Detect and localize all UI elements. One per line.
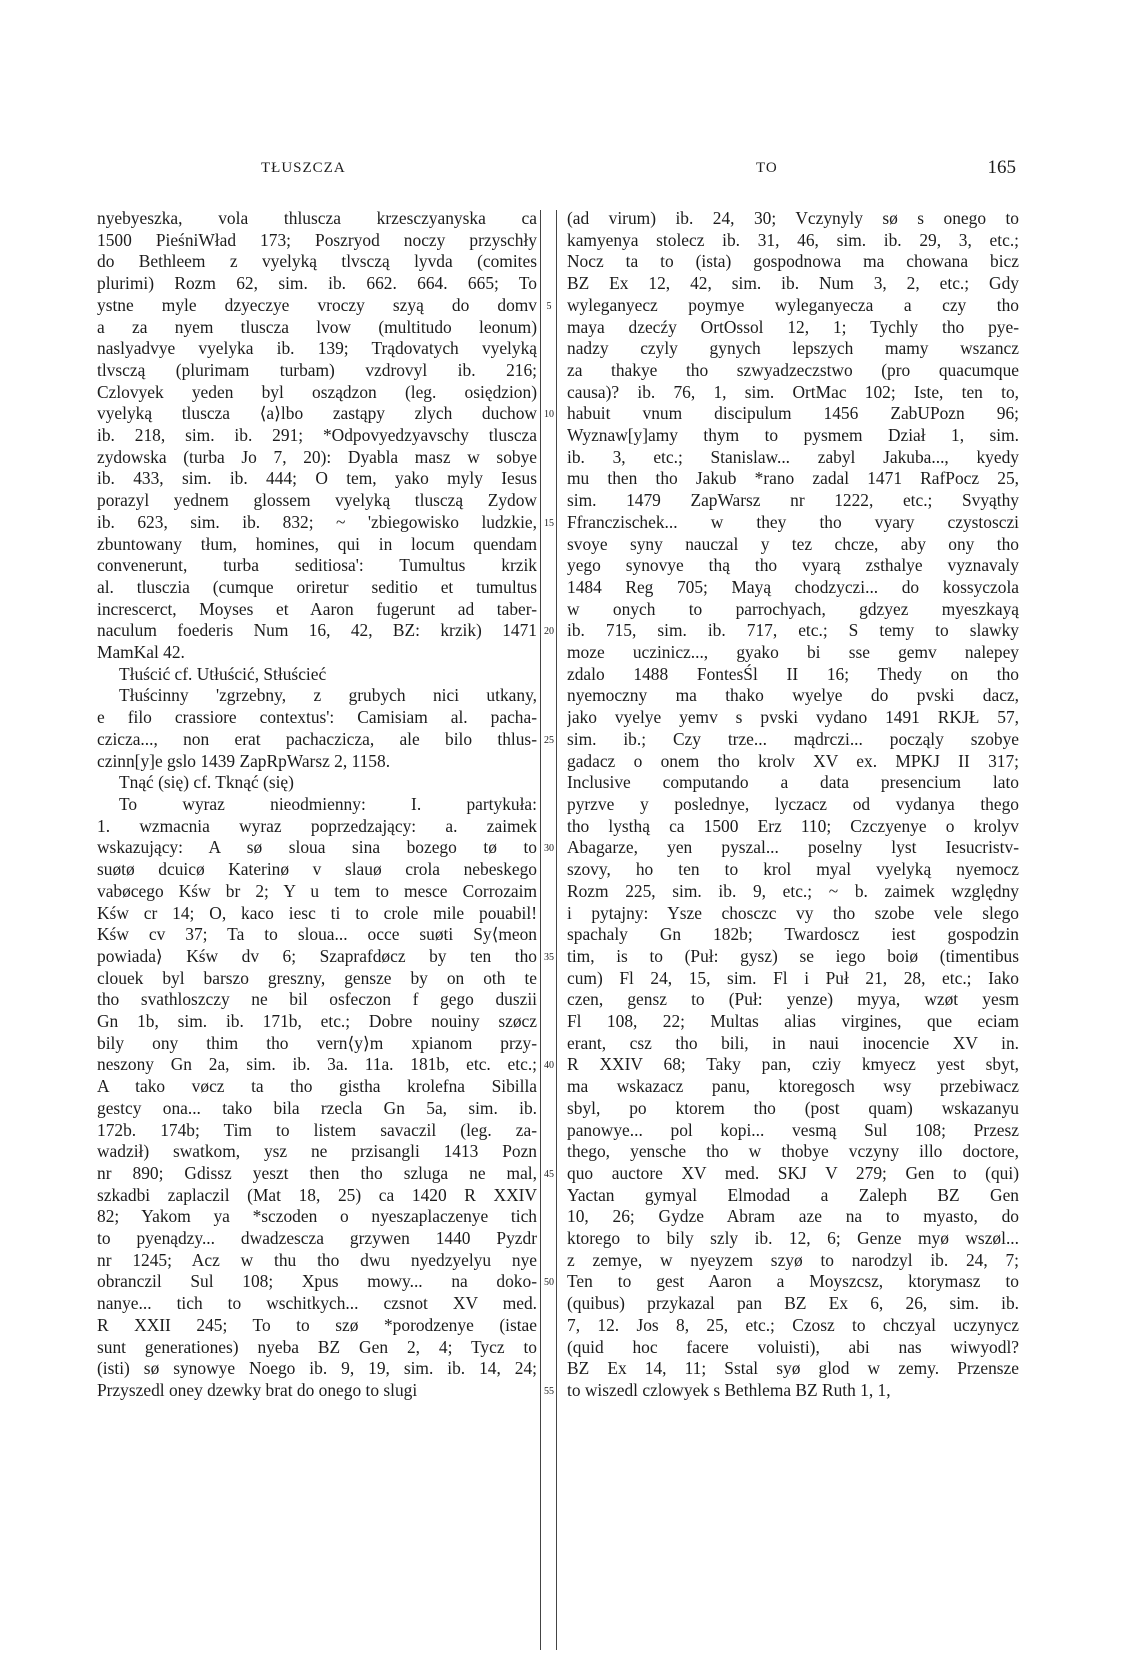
text-line: Nocz ta to (ista) gospodnowa ma chowana bicz: [567, 251, 1019, 272]
text-line: nanye... tich to wschitkych... czsnot XV med.: [97, 1293, 537, 1314]
text-line: nyemoczny ma thako wyelye do pvski dacz,: [567, 685, 1019, 706]
text-line: svoye syny nauczal y tez chcze, aby ony tho: [567, 533, 1019, 554]
text-line: e filo crassiore contextus': Camisiam al. pacha-: [97, 707, 537, 728]
text-line: ib. 715, sim. ib. 717, etc.; S temy to slawky: [567, 620, 1019, 641]
text-line: spachaly Gn 182b; Twardoscz iest gospodzin: [567, 924, 1019, 945]
text-line: ib. 433, sim. ib. 444; O tem, yako myly Iesus: [97, 468, 537, 489]
line-number: 55: [544, 1385, 554, 1397]
text-line: Wyznaw[y]amy thym to pysmem Dział 1, sim.: [567, 425, 1019, 446]
text-line: neszony Gn 2a, sim. ib. 3a. 11a. 181b, etc. etc.;: [97, 1054, 537, 1075]
left-column: [97, 208, 537, 1402]
text-line: nadzy czyly gynych lepszych mamy wszancz: [567, 338, 1019, 359]
page-number: 165: [987, 157, 1016, 178]
text-line: (quibus) przykazal pan BZ Ex 6, 26, sim. ib.: [567, 1293, 1019, 1314]
running-header: [96, 157, 1016, 184]
text-line: nr 1245; Acz w thu tho dwu nyedzyelyu nye: [97, 1249, 537, 1270]
text-line: sbyl, po ktorem tho (post quam) wskazanyu: [567, 1097, 1019, 1118]
text-line: zdalo 1488 FontesŚl II 16; Thedy on tho: [567, 663, 1019, 684]
text-line: (ad virum) ib. 24, 30; Vczynyly sø s onego to: [567, 208, 1019, 228]
text-line: mu then tho Jakub *rano zadal 1471 RafPocz 25,: [567, 468, 1019, 489]
line-number: 40: [544, 1060, 554, 1072]
text-line: nyebyeszka, vola thluscza krzesczyanyska ca: [97, 208, 537, 228]
text-line: szkadbi zaplaczil (Mat 18, 25) ca 1420 R XXIV: [97, 1184, 537, 1205]
text-line: czicza..., non erat pachaczicza, ale bilo thlus-: [97, 728, 537, 749]
text-line: a za nyem tluscza lvow (multitudo leonum): [97, 316, 537, 337]
text-line: maya dzecźy OrtOssol 12, 1; Tychly tho pye-: [567, 316, 1019, 337]
text-line: Abagarze, yen pyszal... poselny lyst Iesucristv-: [567, 837, 1019, 858]
text-line: (isti) sø synowye Noego ib. 9, 19, sim. ib. 14, 24;: [97, 1358, 537, 1379]
text-line: tlvsczą (plurimam turbam) vzdrovyl ib. 216;: [97, 359, 537, 380]
text-line: za thakye tho szwyadzeczstwo (pro quacumque: [567, 359, 1019, 380]
text-line: Ffranczischek... w they tho vyary czystosczi: [567, 511, 1019, 532]
line-number: 25: [544, 734, 554, 746]
text-line: 172b. 174b; Tim to listem savaczil (leg. za-: [97, 1119, 537, 1140]
text-line: To wyraz nieodmienny: I. partykuła:: [119, 793, 537, 814]
text-line: yego synovye thą tho vyarą zsthalye vyznavaly: [567, 555, 1019, 576]
text-line: Rozm 225, sim. ib. 9, etc.; ~ b. zaimek względny: [567, 880, 1019, 901]
text-line: kamyenya stolecz ib. 31, 46, sim. ib. 29, 3, etc.;: [567, 229, 1019, 250]
text-line: BZ Ex 14, 11; Sstal syø glod w zemy. Przensze: [567, 1358, 1019, 1379]
text-line: Czlovyek yeden byl osządzon (leg. osiędzion): [97, 381, 537, 402]
text-line: (quid hoc facere voluisti), abi nas wiwyodl?: [567, 1336, 1019, 1357]
text-line: wskazujący: A sø sloua sina bozego tø to: [97, 837, 537, 858]
text-line: w onych to parrochyach, gdzyez myeszkayą: [567, 598, 1019, 619]
text-line: Gn 1b, sim. ib. 171b, etc.; Dobre nouiny szøcz: [97, 1011, 537, 1032]
line-number: 10: [544, 409, 554, 421]
text-line: MamKal 42.: [97, 642, 185, 663]
column-rule-left: [540, 210, 541, 1650]
text-line: ystne myle dzyeczye vroczy szyą do domv: [97, 294, 537, 315]
text-line: al. tlusczia (cumque oriretur seditio et tumultus: [97, 576, 537, 597]
text-line: R XXIV 68; Taky pan, cziy kmyecz yest sbyt,: [567, 1054, 1019, 1075]
text-line: 7, 12. Jos 8, 25, etc.; Czosz to chczyal uczynycz: [567, 1314, 1019, 1335]
header-left-headword: TŁUSZCZA: [261, 160, 346, 176]
text-line: szovy, ho ten to krol myal vyelyką nyemocz: [567, 859, 1019, 880]
right-column: [567, 208, 1019, 1402]
text-line: habuit vnum discipulum 1456 ZabUPozn 96;: [567, 403, 1019, 424]
line-number: 30: [544, 843, 554, 855]
text-line: 1500 PieśniWład 173; Poszryod noczy przyschły: [97, 229, 537, 250]
text-line: zydowska (turba Jo 7, 20): Dyabla masz w sobye: [97, 446, 537, 467]
text-line: Przyszedl oney dzewky brat do onego to slugi: [97, 1379, 418, 1400]
text-line: gestcy ona... tako bila rzecla Gn 5a, sim. ib.: [97, 1097, 537, 1118]
text-line: moze uczinicz..., gyako bi sse gemv nalepey: [567, 642, 1019, 663]
text-line: 10, 26; Gydze Abram aze na to myasto, do: [567, 1206, 1019, 1227]
text-line: obranczil Sul 108; Xpus mowy... na doko-: [97, 1271, 537, 1292]
text-line: naslyadvye vyelyka ib. 139; Trądovatych vyelyką: [97, 338, 537, 359]
text-line: zbuntowany tłum, homines, qui in locum quendam: [97, 533, 537, 554]
text-line: jako vyelye yemv s pvski vydano 1491 RKJŁ 57,: [567, 707, 1019, 728]
text-line: sunt generationes) nyeba BZ Gen 2, 4; Tycz to: [97, 1336, 537, 1357]
text-line: clouek byl barszo greszny, gensze by on oth te: [97, 967, 537, 988]
text-line: sim. ib.; Czy trze... mądrczi... począly szobye: [567, 728, 1019, 749]
text-line: convenerunt, turba seditiosa': Tumultus krzik: [97, 555, 537, 576]
text-line: to pyenądzy... dwadzescza grzywen 1440 Pyzdr: [97, 1228, 537, 1249]
text-line: Kśw cr 14; O, kaco iesc ti to crole mile pouabil!: [97, 902, 537, 923]
text-line: powiada⟩ Kśw dv 6; Szaprafdøcz by ten tho: [97, 945, 537, 966]
text-line: do Bethleem z vyelyką tlvsczą lyvda (comites: [97, 251, 537, 272]
text-line: 1484 Reg 705; Mayą chodzyczi... do kossyczola: [567, 576, 1019, 597]
line-number: 15: [544, 517, 554, 529]
text-line: czinn[y]e gslo 1439 ZapRpWarsz 2, 1158.: [97, 750, 391, 771]
text-line: gadacz o onem tho krolv XV ex. MPKJ II 317;: [567, 750, 1019, 771]
text-line: thego, yensche tho w thobye vczyny illo doctore,: [567, 1141, 1019, 1162]
text-line: plurimi) Rozm 62, sim. ib. 662. 664. 665; To: [97, 273, 537, 294]
text-line: Inclusive computando a data presencium lato: [567, 772, 1019, 793]
text-line: pyrzve y poslednye, lyczacz od vydanya thego: [567, 793, 1019, 814]
text-line: suøtø dcuicø Katerinø v slauø crola nebeskego: [97, 859, 537, 880]
text-line: increscerct, Moyses et Aaron fugerunt ad taber-: [97, 598, 537, 619]
text-line: vyelyką tluscza ⟨a⟩lbo zastąpy zlych duchow: [97, 403, 537, 424]
text-line: Fl 108, 22; Multas alias virgines, que eciam: [567, 1011, 1019, 1032]
text-line: czen, gensz to (Puł: yenze) myya, wzøt yesm: [567, 989, 1019, 1010]
text-line: Yactan gymyal Elmodad a Zaleph BZ Gen: [567, 1184, 1019, 1205]
text-line: Tłuścić cf. Utłuścić, Stłuścieć: [119, 663, 327, 684]
text-line: wyleganyecz poymye wyleganyecza a czy tho: [567, 294, 1019, 315]
text-line: 82; Yakom ya *sczoden o nyeszaplaczenye tich: [97, 1206, 537, 1227]
text-line: to wiszedl czlowyek s Bethlema BZ Ruth 1, 1,: [567, 1379, 891, 1400]
line-number: 45: [544, 1168, 554, 1180]
text-line: ktorego to bily szly ib. 12, 6; Genze myø wszøl...: [567, 1228, 1019, 1249]
text-line: nr 890; Gdissz yeszt then tho szluga ne mal,: [97, 1162, 537, 1183]
text-line: Ten to gest Aaron a Moyszcsz, ktorymasz to: [567, 1271, 1019, 1292]
text-line: 1. wzmacnia wyraz poprzedzający: a. zaimek: [97, 815, 537, 836]
text-line: panowye... pol kopi... vesmą Sul 108; Przesz: [567, 1119, 1019, 1140]
text-line: causa)? ib. 76, 1, sim. OrtMac 102; Iste, ten to,: [567, 381, 1019, 402]
text-line: tho svathloszczy ne bil osfeczon f gego duszii: [97, 989, 537, 1010]
text-line: cum) Fl 24, 15, sim. Fl i Puł 21, 28, etc.; Iako: [567, 967, 1019, 988]
text-line: A tako vøcz ta tho gistha krolefna Sibilla: [97, 1076, 537, 1097]
text-line: tim, is to (Puł: gysz) se iego boiø (timentibus: [567, 945, 1019, 966]
text-line: ib. 218, sim. ib. 291; *Odpovyedzyavschy tluscza: [97, 425, 537, 446]
text-line: ib. 3, etc.; Stanislaw... zabyl Jakuba..., kyedy: [567, 446, 1019, 467]
text-line: sim. 1479 ZapWarsz nr 1222, etc.; Svyąthy: [567, 490, 1019, 511]
text-line: ma wskazacz panu, ktoregosch wsy przebiwacz: [567, 1076, 1019, 1097]
line-number: 35: [544, 951, 554, 963]
text-line: i pytajny: Ysze chosczc vy tho szobe vele slego: [567, 902, 1019, 923]
text-line: wadził) swatkom, ysz ne przisangli 1413 Pozn: [97, 1141, 537, 1162]
text-line: vabøcego Kśw br 2; Y u tem to mesce Corrozaim: [97, 880, 537, 901]
text-line: naculum foederis Num 16, 42, BZ: krzik) 1471: [97, 620, 537, 641]
text-line: z zemye, w nyeyzem szyø to narodzyl ib. 24, 7;: [567, 1249, 1019, 1270]
column-rule-right: [556, 210, 557, 1650]
text-line: R XXII 245; To to szø *porodzenye (istae: [97, 1314, 537, 1335]
text-line: Tnąć (się) cf. Tknąć (się): [119, 772, 294, 793]
text-line: porazyl yednem glossem vyelyką tlusczą Zydow: [97, 490, 537, 511]
text-line: ib. 623, sim. ib. 832; ~ 'zbiegowisko ludzkie,: [97, 511, 537, 532]
line-number: 50: [544, 1277, 554, 1289]
text-line: erant, csz tho bili, in naui inocencie XV in.: [567, 1032, 1019, 1053]
text-line: BZ Ex 12, 42, sim. ib. Num 3, 2, etc.; Gdy: [567, 273, 1019, 294]
text-line: Tłuścinny 'zgrzebny, z grubych nici utkany,: [119, 685, 537, 706]
header-right-headword: TO: [756, 160, 778, 176]
line-number: 20: [544, 626, 554, 638]
line-number: 5: [546, 300, 552, 312]
text-line: quo auctore XV med. SKJ V 279; Gen to (qui): [567, 1162, 1019, 1183]
text-line: bily ony thim tho vern⟨y⟩m xpianom przy-: [97, 1032, 537, 1053]
text-line: tho lysthą ca 1500 Erz 110; Czczyenye o krolyv: [567, 815, 1019, 836]
text-line: Kśw cv 37; Ta to sloua... occe suøti Sy⟨meon: [97, 924, 537, 945]
